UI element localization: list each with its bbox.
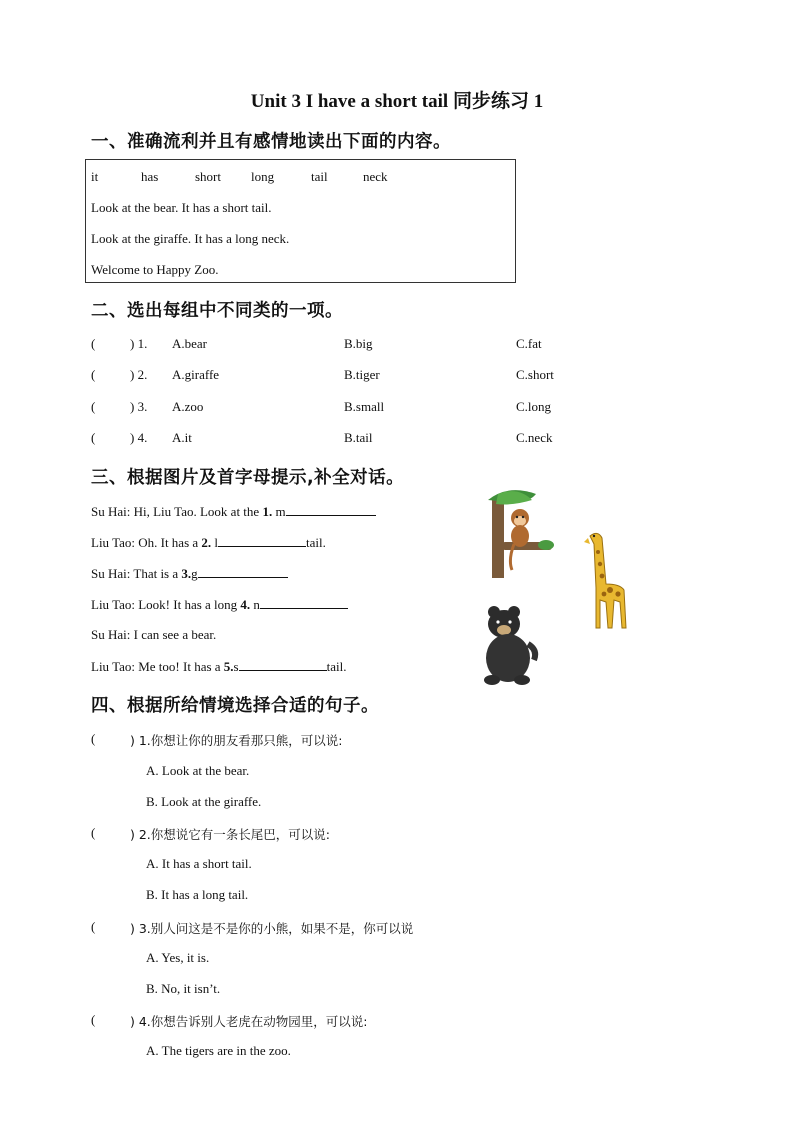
line-text: Su Hai: I can see a bear. [91, 627, 217, 642]
word-short: short [195, 169, 221, 184]
option-c: C.fat [516, 336, 542, 351]
question-stem: ) 2.你想说它有一条长尾巴，可以说: [130, 827, 330, 842]
letter-hint: n [250, 597, 260, 612]
letter-hint: m [272, 504, 286, 519]
classify-row [91, 399, 552, 415]
question-stem: ) 4.你想告诉别人老虎在动物园里，可以说: [130, 1014, 368, 1029]
giraffe-illustration [580, 528, 640, 636]
answer-paren[interactable]: ( [91, 825, 96, 840]
line-text: Su Hai: That is a [91, 566, 182, 581]
choice-option[interactable]: A. Look at the bear. [146, 763, 250, 778]
option-a: A.giraffe [172, 367, 220, 382]
blank-number: 3. [181, 566, 192, 581]
classify-row [91, 367, 554, 383]
blank-number: 4. [240, 597, 251, 612]
monkey-on-tree-illustration [488, 490, 554, 580]
question-number: ) 2. [130, 367, 148, 382]
reading-sentence: Welcome to Happy Zoo. [91, 262, 219, 277]
question-number: ) 3. [130, 399, 148, 414]
line-text: Liu Tao: Oh. It has a [91, 535, 202, 550]
option-b: B.tail [344, 430, 373, 445]
blank-number: 1. [262, 504, 273, 519]
option-c: C.neck [516, 430, 553, 445]
option-a: A.it [172, 430, 192, 445]
word-has: has [141, 169, 159, 184]
answer-paren[interactable]: ( [91, 367, 96, 382]
line-text: Liu Tao: Look! It has a long [91, 597, 241, 612]
choice-option[interactable]: A. It has a short tail. [146, 856, 252, 871]
word-long: long [251, 169, 275, 184]
choice-option[interactable]: A. Yes, it is. [146, 950, 210, 965]
section-2-heading: 二、选出每组中不同类的一项。 [91, 301, 343, 321]
option-b: B.big [344, 336, 373, 351]
word-neck: neck [363, 169, 388, 184]
line-text: tail. [306, 535, 326, 550]
option-b: B.tiger [344, 367, 380, 382]
word-tail: tail [311, 169, 328, 184]
reading-sentence: Look at the bear. It has a short tail. [91, 200, 272, 215]
question-number: ) 1. [130, 336, 148, 351]
blank-number: 2. [201, 535, 212, 550]
section-4-heading: 四、根据所给情境选择合适的句子。 [91, 696, 379, 716]
dialogue-line [91, 627, 216, 643]
dialogue-line [91, 565, 288, 582]
answer-paren[interactable]: ( [91, 430, 96, 445]
choice-option[interactable]: B. No, it isn’t. [146, 981, 221, 996]
question-stem: ) 3.别人问这是不是你的小熊，如果不是，你可以说 [130, 921, 414, 936]
answer-paren[interactable]: ( [91, 399, 96, 414]
page-title: Unit 3 I have a short tail 同步练习 1 [250, 91, 544, 112]
choice-option[interactable]: A. The tigers are in the zoo. [146, 1043, 291, 1058]
choice-option[interactable]: B. It has a long tail. [146, 887, 249, 902]
option-a: A.zoo [172, 399, 204, 414]
option-c: C.short [516, 367, 554, 382]
fill-blank[interactable] [198, 565, 288, 578]
section-3-heading: 三、根据图片及首字母提示,补全对话。 [91, 468, 405, 488]
choice-option[interactable]: B. Look at the giraffe. [146, 794, 262, 809]
option-b: B.small [344, 399, 385, 414]
reading-sentence: Look at the giraffe. It has a long neck. [91, 231, 290, 246]
bear-illustration [478, 604, 540, 686]
situation-question [91, 1012, 368, 1029]
section-1-heading: 一、准确流利并且有感情地读出下面的内容。 [91, 132, 451, 152]
fill-blank[interactable] [239, 658, 327, 671]
dialogue-line [91, 503, 376, 520]
blank-number: 5. [223, 659, 234, 674]
dialogue-line [91, 596, 348, 613]
fill-blank[interactable] [218, 534, 306, 547]
option-c: C.long [516, 399, 552, 414]
answer-paren[interactable]: ( [91, 919, 96, 934]
situation-question [91, 825, 330, 842]
dialogue-line [91, 534, 326, 551]
word-it: it [91, 169, 99, 184]
line-text: Su Hai: Hi, Liu Tao. Look at the [91, 504, 263, 519]
option-a: A.bear [172, 336, 208, 351]
question-number: ) 4. [130, 430, 148, 445]
answer-paren[interactable]: ( [91, 731, 96, 746]
answer-paren[interactable]: ( [91, 1012, 96, 1027]
situation-question [91, 731, 343, 748]
classify-row [91, 430, 553, 446]
question-stem: ) 1.你想让你的朋友看那只熊，可以说: [130, 733, 343, 748]
fill-blank[interactable] [286, 503, 376, 516]
letter-hint: g [191, 566, 198, 581]
situation-question [91, 919, 414, 936]
letter-hint: l [211, 535, 219, 550]
line-text: tail. [326, 659, 347, 674]
answer-paren[interactable]: ( [91, 336, 96, 351]
fill-blank[interactable] [260, 596, 348, 609]
classify-row [91, 336, 542, 352]
line-text: Liu Tao: Me too! It has a [91, 659, 224, 674]
dialogue-line [91, 658, 346, 675]
letter-hint: s [233, 659, 239, 674]
